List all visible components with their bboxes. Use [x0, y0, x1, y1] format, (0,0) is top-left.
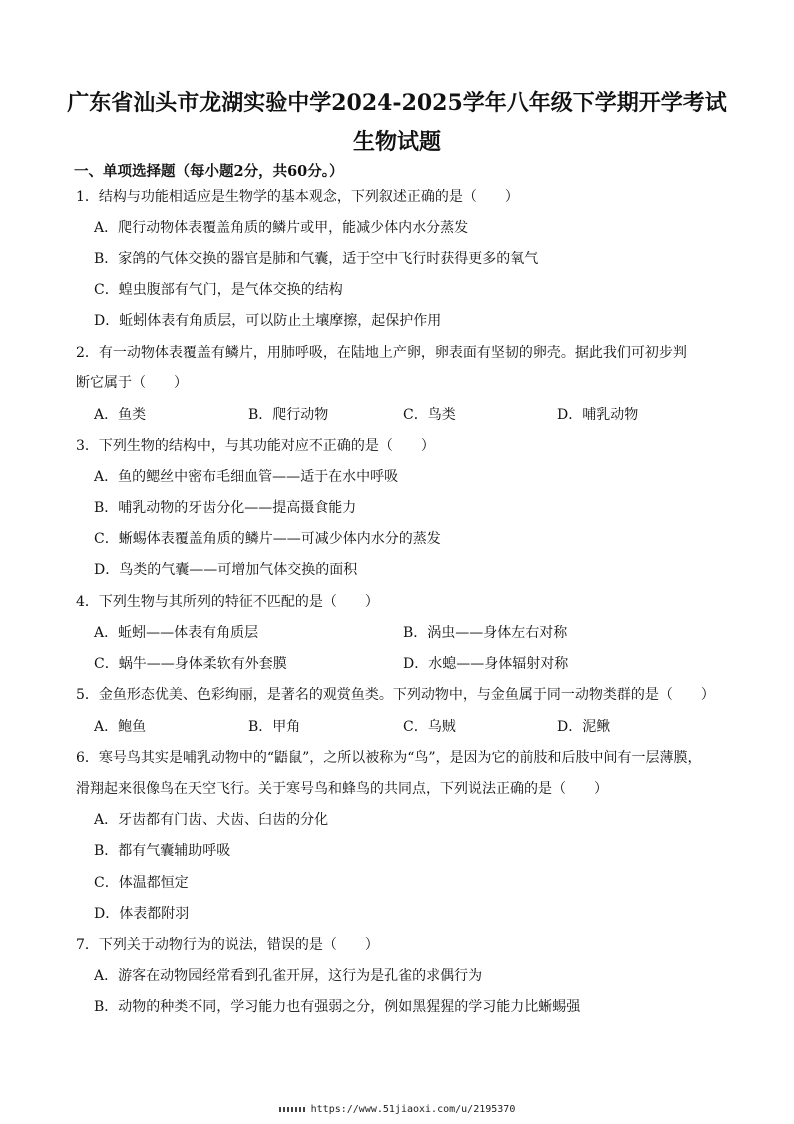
- question-2-stem-line2: 断它属于（ ）: [76, 375, 188, 391]
- question-6-option-a: A．牙齿都有门齿、犬齿、臼齿的分化: [94, 812, 329, 828]
- question-4-option-d: D．水螅——身体辐射对称: [403, 656, 569, 672]
- question-5-option-d: D．泥鳅: [557, 719, 611, 735]
- question-4-option-a: A．蚯蚓——体表有角质层: [94, 625, 259, 641]
- question-2-option-a: A．鱼类: [94, 407, 147, 423]
- footer-watermark: [0, 1104, 794, 1115]
- question-2-option-d: D．哺乳动物: [557, 407, 639, 423]
- question-5-option-b: B．甲角: [248, 719, 301, 735]
- section-heading: 一、单项选择题（每小题2分，共60分。）: [74, 163, 344, 180]
- exam-title: 广东省汕头市龙湖实验中学2024-2025学年八年级下学期开学考试: [67, 90, 727, 116]
- question-3-option-a: A．鱼的鳃丝中密布毛细血管——适于在水中呼吸: [94, 469, 399, 485]
- question-3-option-d: D．鸟类的气囊——可增加气体交换的面积: [94, 562, 358, 578]
- question-3-option-c: C．蜥蜴体表覆盖角质的鳞片——可减少体内水分的蒸发: [94, 531, 441, 547]
- question-7-option-b: B．动物的种类不同，学习能力也有强弱之分，例如黑猩猩的学习能力比蜥蜴强: [94, 999, 581, 1015]
- question-2-stem-line1: 2．有一动物体表覆盖有鳞片，用肺呼吸，在陆地上产卵，卵表面有坚韧的卵壳。据此我们可初步判: [76, 345, 687, 361]
- question-6-option-c: C．体温都恒定: [94, 875, 189, 891]
- question-1-option-b: B．家鸽的气体交换的器官是肺和气囊，适于空中飞行时获得更多的氧气: [94, 251, 539, 267]
- question-3-stem: 3．下列生物的结构中，与其功能对应不正确的是（ ）: [76, 438, 435, 454]
- question-4-stem: 4．下列生物与其所列的特征不匹配的是（ ）: [76, 594, 379, 610]
- question-6-option-d: D．体表都附羽: [94, 906, 190, 922]
- question-1-stem: 1．结构与功能相适应是生物学的基本观念，下列叙述正确的是（ ）: [76, 189, 519, 205]
- question-5-option-c: C．乌贼: [403, 719, 456, 735]
- question-4-option-b: B．涡虫——身体左右对称: [403, 625, 568, 641]
- question-2-option-c: C．鸟类: [403, 407, 456, 423]
- question-6-stem-line1: 6．寒号鸟其实是哺乳动物中的“鼯鼠”，之所以被称为“鸟”，是因为它的前肢和后肢中间有一层薄膜，: [76, 750, 702, 766]
- question-6-option-b: B．都有气囊辅助呼吸: [94, 843, 231, 859]
- question-7-option-a: A．游客在动物园经常看到孔雀开屏，这行为是孔雀的求偶行为: [94, 968, 483, 984]
- question-1-option-c: C．蝗虫腹部有气门，是气体交换的结构: [94, 282, 343, 298]
- question-4-option-c: C．蜗牛——身体柔软有外套膜: [94, 656, 287, 672]
- question-7-stem: 7．下列关于动物行为的说法，错误的是（ ）: [76, 937, 379, 953]
- question-2-option-b: B．爬行动物: [248, 407, 329, 423]
- exam-subtitle: 生物试题: [352, 129, 441, 155]
- question-1-option-a: A．爬行动物体表覆盖角质的鳞片或甲，能减少体内水分蒸发: [94, 220, 469, 236]
- question-3-option-b: B．哺乳动物的牙齿分化——提高摄食能力: [94, 500, 357, 516]
- question-5-stem: 5．金鱼形态优美、色彩绚丽，是著名的观赏鱼类。下列动物中，与金鱼属于同一动物类群的是（ ）: [76, 687, 715, 703]
- question-1-option-d: D．蚯蚓体表有角质层，可以防止土壤摩擦，起保护作用: [94, 313, 442, 329]
- watermark-mark-icon: [279, 1107, 305, 1112]
- footer-url[interactable]: https://www.51jiaoxi.com/u/2195370: [310, 1104, 516, 1115]
- question-6-stem-line2: 滑翔起来很像鸟在天空飞行。关于寒号鸟和蜂鸟的共同点，下列说法正确的是（ ）: [76, 781, 608, 797]
- question-5-option-a: A．鲍鱼: [94, 719, 147, 735]
